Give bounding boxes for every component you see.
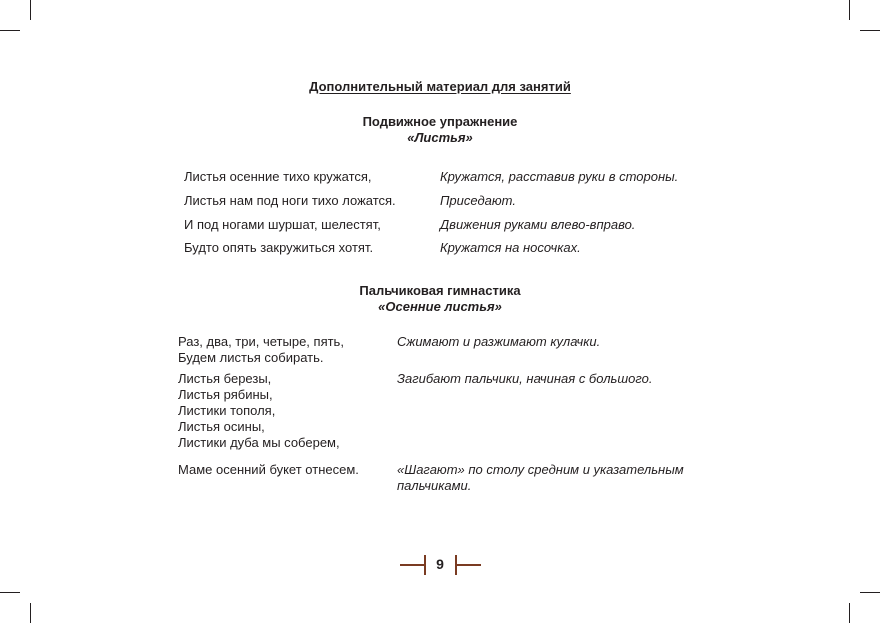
page-number: 9 bbox=[436, 556, 444, 572]
verse-text: Листья березы, Листья рябины, Листики тополя, Листья осины, Листики дуба мы соберем, bbox=[178, 371, 340, 450]
page-number-line-right bbox=[455, 564, 481, 566]
section1-subtitle: «Листья» bbox=[407, 130, 473, 145]
crop-mark-top-left-h bbox=[0, 30, 20, 31]
section1-title-block bbox=[0, 114, 880, 146]
action-text: Кружатся на носочках. bbox=[440, 240, 581, 255]
crop-mark-bottom-right-v bbox=[849, 603, 850, 623]
action-text: «Шагают» по столу средним и указательным пальчиками. bbox=[397, 462, 684, 493]
crop-mark-bottom-left-h bbox=[0, 592, 20, 593]
page-number-tick-left bbox=[424, 555, 426, 575]
page-number-line-left bbox=[400, 564, 426, 566]
crop-mark-top-left-v bbox=[30, 0, 31, 20]
section2-subtitle: «Осенние листья» bbox=[378, 299, 502, 314]
section2-title: Пальчиковая гимнастика bbox=[359, 283, 521, 298]
crop-mark-top-right-h bbox=[860, 30, 880, 31]
verse-text: Маме осенний букет отнесем. bbox=[178, 462, 359, 477]
page-number-ornament bbox=[400, 552, 482, 576]
page-heading: Дополнительный материал для занятий bbox=[309, 79, 571, 94]
action-text: Загибают пальчики, начиная с большого. bbox=[397, 371, 653, 386]
verse-text: Листья нам под ноги тихо ложатся. bbox=[184, 193, 396, 208]
section2-title-block bbox=[0, 283, 880, 315]
verse-text: И под ногами шуршат, шелестят, bbox=[184, 217, 381, 232]
crop-mark-bottom-right-h bbox=[860, 592, 880, 593]
action-text: Приседают. bbox=[440, 193, 516, 208]
verse-text: Будто опять закружиться хотят. bbox=[184, 240, 374, 255]
section1-title: Подвижное упражнение bbox=[362, 114, 518, 129]
action-text: Кружатся, расставив руки в стороны. bbox=[440, 169, 679, 184]
crop-mark-bottom-left-v bbox=[30, 603, 31, 623]
action-text: Сжимают и разжимают кулачки. bbox=[397, 334, 601, 349]
action-text: Движения руками влево-вправо. bbox=[440, 217, 636, 232]
verse-text: Листья осенние тихо кружатся, bbox=[184, 169, 372, 184]
verse-text: Раз, два, три, четыре, пять, Будем листья собирать. bbox=[178, 334, 344, 365]
crop-mark-top-right-v bbox=[849, 0, 850, 20]
